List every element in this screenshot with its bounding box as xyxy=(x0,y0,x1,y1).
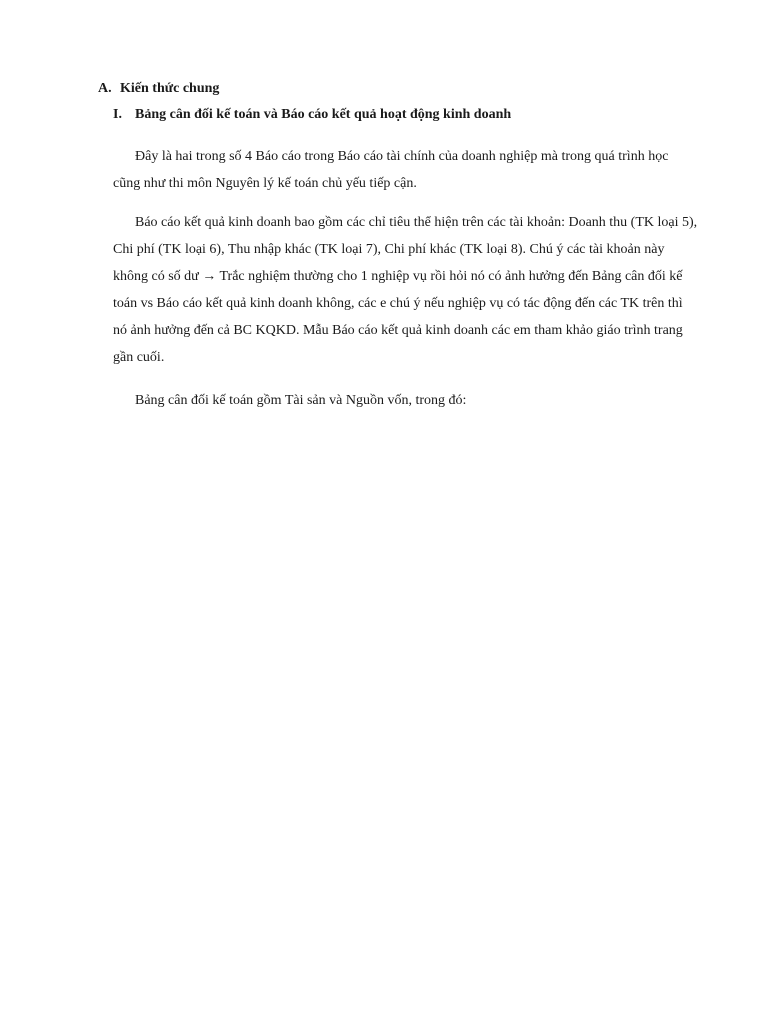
paragraph-income-statement: Báo cáo kết quả kinh doanh bao gồm các chỉ tiêu thể hiện trên các tài khoản: Doanh thu (TK loại 5), Chi phí (TK loại 6), Thu nhập khác (TK loại 7), Chi phí khác (TK loại 8). Chú ý các tài khoản này không có số dư → Trắc nghiệm thường cho 1 nghiệp vụ rồi hỏi nó có ảnh hưởng đến Bảng cân đối kế toán vs Báo cáo kết quả kinh doanh không, các e chú ý nếu nghiệp vụ có tác động đến các TK trên thì nó ảnh hưởng đến cả BC KQKD. Mẫu Báo cáo kết quả kinh doanh các em tham khảo giáo trình trang gần cuối. xyxy=(113,215,698,365)
paragraph-intro: Đây là hai trong số 4 Báo cáo trong Báo cáo tài chính của doanh nghiệp mà trong quá trình học cũng như thi môn Nguyên lý kế toán chủ yếu tiếp cận. xyxy=(113,149,669,191)
heading-section-a-title: Kiến thức chung xyxy=(120,81,220,96)
heading-section-i xyxy=(113,106,511,124)
heading-section-a-marker: A. xyxy=(98,81,112,96)
heading-section-i-marker: I. xyxy=(113,107,122,122)
heading-section-i-title: Bảng cân đối kế toán và Báo cáo kết quả hoạt động kinh doanh xyxy=(135,107,512,122)
paragraph-balance-sheet: Bảng cân đối kế toán gồm Tài sản và Nguồn vốn, trong đó: xyxy=(135,393,467,408)
heading-section-a xyxy=(98,80,219,98)
